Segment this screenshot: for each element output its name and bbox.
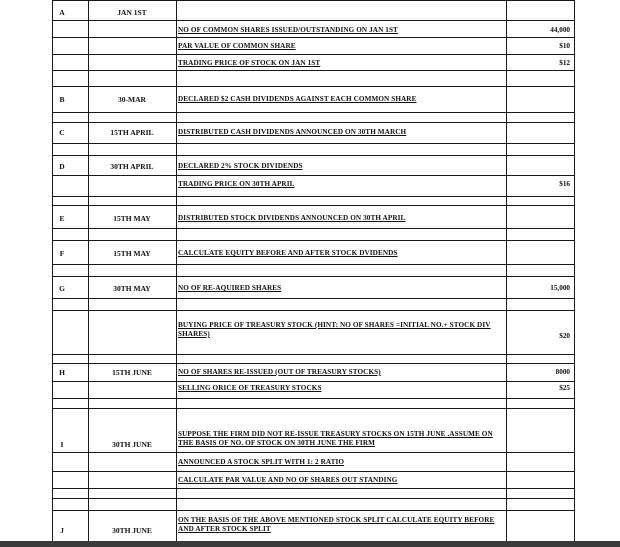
row-a-line-3: TRADING PRICE OF STOCK ON JAN 1ST	[178, 59, 321, 67]
row-line	[52, 175, 574, 176]
row-c-line-1: DISTRIBUTED CASH DIVIDENDS ANNOUNCED ON 30TH MARCH	[178, 128, 407, 136]
row-line	[52, 143, 574, 144]
column-divider-date	[176, 0, 177, 545]
row-d-line-2: TRADING PRICE ON 30TH APRIL	[178, 180, 295, 188]
row-h-line-1: NO OF SHARES RE-ISSUED (OUT OF TREASURY STOCKS)	[178, 368, 381, 376]
row-i-line-2: ANNOUNCED A STOCK SPLIT WITH 1: 2 RATIO	[178, 458, 345, 466]
row-h-value-1: 8000	[555, 368, 570, 376]
row-date-c: 15TH APRIL	[110, 128, 154, 137]
row-g-line-2: BUYING PRICE OF TREASURY STOCK (HINT: NO OF SHARES =INITIAL NO.+ STOCK DIV SHARES)	[178, 321, 491, 338]
row-letter-d: D	[59, 162, 65, 171]
row-line	[52, 240, 574, 241]
row-letter-a: A	[59, 8, 65, 17]
row-i-line-1: SUPPOSE THE FIRM DID NOT RE-ISSUE TREASURY STOCKS ON 15TH JUNE .ASSUME ON THE BASIS OF NO. OF STOCK ON 30TH JUNE THE FIRM	[178, 430, 493, 447]
row-d-value-2: $16	[559, 180, 570, 188]
row-line	[52, 310, 574, 311]
column-divider-description	[506, 0, 507, 545]
row-line	[52, 264, 574, 265]
row-line	[52, 155, 574, 156]
row-line	[52, 228, 574, 229]
row-letter-g: G	[59, 284, 65, 293]
row-date-f: 15TH MAY	[113, 249, 151, 258]
row-g-value-1: 15,000	[550, 284, 570, 292]
row-h-line-2: SELLING ORICE OF TREASURY STOCKS	[178, 384, 322, 392]
row-a-line-2: PAR VALUE OF COMMON SHARE	[178, 42, 296, 50]
row-line	[52, 452, 574, 453]
row-g-line-1: NO OF RE-AQUIRED SHARES	[178, 284, 282, 292]
row-line	[52, 205, 574, 206]
column-divider-letter	[88, 0, 89, 545]
row-line	[52, 86, 574, 87]
row-line	[52, 122, 574, 123]
row-line	[52, 498, 574, 499]
row-line	[52, 510, 574, 511]
row-date-d: 30TH APRIL	[110, 162, 154, 171]
row-line	[52, 0, 574, 1]
row-date-e: 15TH MAY	[113, 214, 151, 223]
bottom-scroll-bar[interactable]	[0, 541, 620, 547]
row-line	[52, 112, 574, 113]
row-date-g: 30TH MAY	[113, 284, 151, 293]
row-date-h: 15TH JUNE	[112, 368, 152, 377]
row-letter-i: I	[60, 440, 64, 449]
row-g-value-2: $20	[559, 332, 570, 340]
row-letter-c: C	[59, 128, 65, 137]
row-date-i: 30TH JUNE	[112, 440, 152, 449]
row-line	[52, 276, 574, 277]
row-line	[52, 298, 574, 299]
table-border-right	[574, 0, 575, 545]
row-date-b: 30-MAR	[118, 95, 146, 104]
row-letter-b: B	[59, 95, 65, 104]
row-line	[52, 488, 574, 489]
row-j-line-1: ON THE BASIS OF THE ABOVE MENTIONED STOCK SPLIT CALCULATE EQUITY BEFORE AND AFTER STOCK SPLIT	[178, 516, 495, 533]
row-line	[52, 54, 574, 55]
row-line	[52, 408, 574, 409]
row-line	[52, 354, 574, 355]
row-b-line-1: DECLARED $2 CASH DIVIDENDS AGAINST EACH COMMON SHARE	[178, 95, 417, 103]
row-e-line-1: DISTRIBUTED STOCK DIVIDENDS ANNOUNCED ON 30TH APRIL	[178, 214, 406, 222]
row-line	[52, 398, 574, 399]
row-a-line-1: NO OF COMMON SHARES ISSUED/OUTSTANDING ON JAN 1ST	[178, 26, 398, 34]
row-h-value-2: $25	[559, 384, 570, 392]
row-line	[52, 381, 574, 382]
row-letter-f: F	[59, 249, 65, 258]
row-line	[52, 363, 574, 364]
row-line	[52, 20, 574, 21]
row-a-value-3: $12	[559, 59, 570, 67]
row-line	[52, 196, 574, 197]
row-a-value-1: 44,000	[550, 26, 570, 34]
row-letter-j: J	[60, 526, 64, 535]
row-d-line-1: DECLARED 2% STOCK DIVIDENDS	[178, 162, 303, 170]
row-i-line-3: CALCULATE PAR VALUE AND NO OF SHARES OUT STANDING	[178, 476, 398, 484]
row-f-line-1: CALCULATE EQUITY BEFORE AND AFTER STOCK DVIDENDS	[178, 249, 398, 257]
row-line	[52, 70, 574, 71]
row-date-a: JAN 1ST	[117, 8, 147, 17]
row-a-value-2: $10	[559, 42, 570, 50]
table-border-left	[52, 0, 53, 545]
row-letter-e: E	[59, 214, 65, 223]
row-line	[52, 471, 574, 472]
row-line	[52, 37, 574, 38]
row-letter-h: H	[59, 368, 65, 377]
row-date-j: 30TH JUNE	[112, 526, 152, 535]
